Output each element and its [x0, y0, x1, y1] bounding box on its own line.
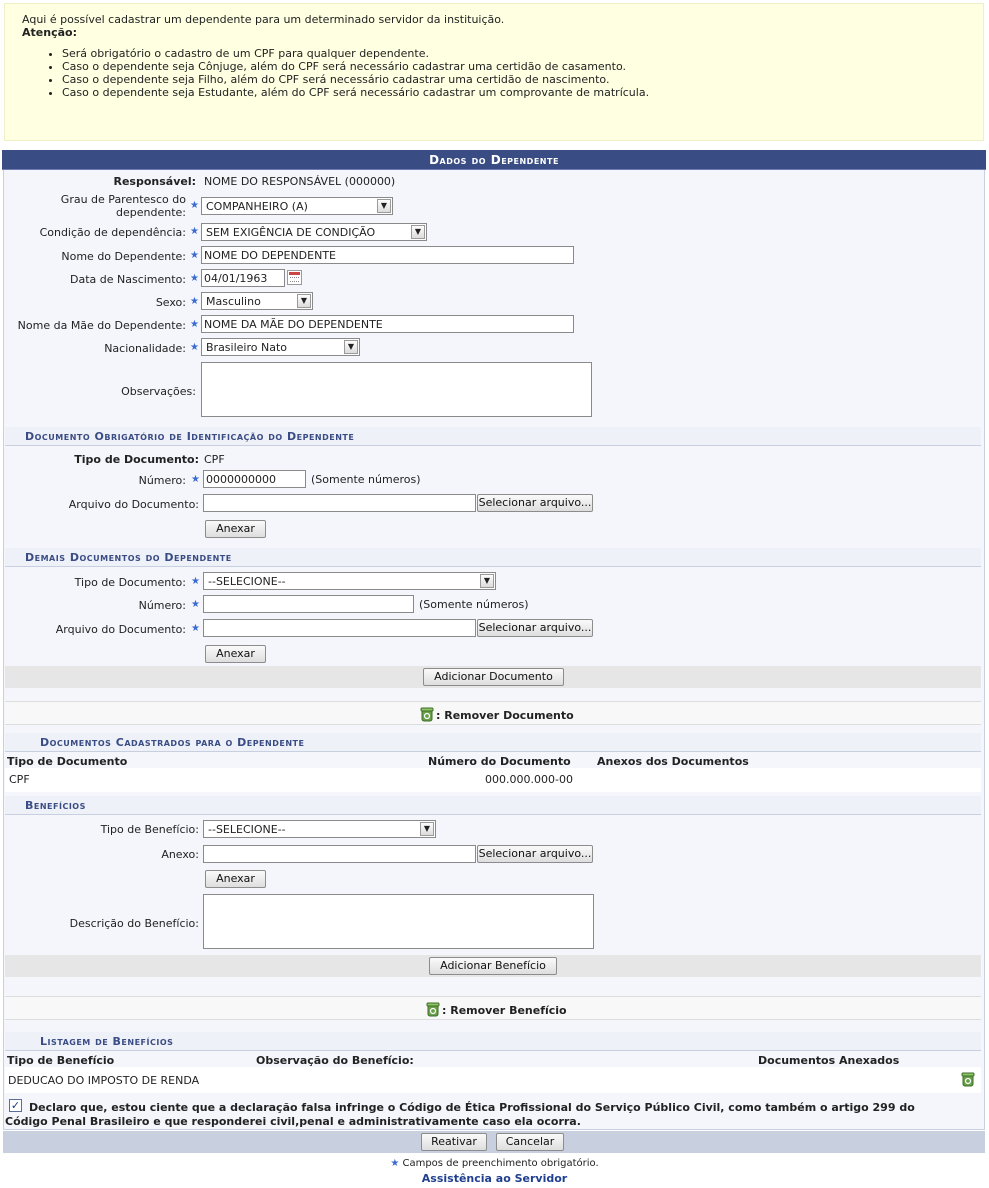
responsavel-label: Responsável:	[113, 175, 196, 188]
remover-documento-legend: : Remover Documento	[436, 709, 574, 722]
reativar-button[interactable]: Reativar	[421, 1133, 487, 1151]
anexar-button[interactable]: Anexar	[205, 645, 266, 663]
beneficio-anexo-input[interactable]	[203, 845, 476, 863]
condicao-label: Condição de dependência:	[39, 226, 186, 239]
col-numero-documento: Número do Documento	[428, 755, 571, 768]
demais-tipo-select[interactable]: --SELECIONE-- ▼	[203, 572, 496, 590]
chevron-down-icon: ▼	[377, 199, 391, 213]
trash-icon	[425, 1001, 441, 1020]
info-bullet: • Caso o dependente seja Estudante, além do CPF será necessário cadastrar um comprovante de matrícula.	[62, 86, 983, 99]
info-bullets	[22, 47, 983, 99]
doc-numero-input[interactable]: 0000000000	[203, 470, 306, 488]
required-star-icon: ★	[191, 623, 200, 634]
nacionalidade-label: Nacionalidade:	[104, 342, 186, 355]
nome-label: Nome do Dependente:	[61, 250, 186, 263]
required-star-icon: ★	[190, 226, 199, 237]
col-tipo-beneficio: Tipo de Benefício	[7, 1054, 115, 1067]
responsavel-value: NOME DO RESPONSÁVEL (000000)	[204, 175, 396, 188]
anexar-button[interactable]: Anexar	[205, 520, 266, 538]
row-tipo: CPF	[9, 773, 30, 786]
doc-arquivo-input[interactable]	[203, 494, 476, 512]
declaracao-text: Declaro que, estou ciente que a declaração falsa infringe o Código de Ética Profissional do Serviço Público Civil, como também o artigo 299 do Código Penal Brasileiro e que responderei civil,penal e administrativamente caso ela ocorra.	[5, 1101, 915, 1128]
cancelar-button[interactable]: Cancelar	[496, 1133, 564, 1151]
required-star-icon: ★	[190, 200, 199, 211]
nacionalidade-select[interactable]: Brasileiro Nato ▼	[201, 338, 360, 356]
doc-tipo-value: CPF	[204, 453, 225, 466]
chevron-down-icon: ▼	[411, 225, 425, 239]
row-numero: 000.000.000-00	[485, 773, 573, 786]
anexar-button[interactable]: Anexar	[205, 870, 266, 888]
sexo-label: Sexo:	[155, 296, 186, 309]
beneficio-tipo-select[interactable]: --SELECIONE-- ▼	[203, 820, 436, 838]
doc-tipo-label: Tipo de Documento:	[74, 453, 199, 466]
assistencia-link[interactable]: Assistência ao Servidor	[421, 1172, 568, 1185]
required-fields-note: ★ Campos de preenchimento obrigatório.	[390, 1158, 599, 1169]
chevron-down-icon: ▼	[344, 340, 358, 354]
info-bullet: • Caso o dependente seja Cônjuge, além do CPF será necessário cadastrar uma certidão de casamento.	[62, 60, 983, 73]
trash-icon[interactable]	[960, 1071, 976, 1090]
observacoes-label: Observações:	[121, 385, 196, 398]
mae-label: Nome da Mãe do Dependente:	[17, 319, 186, 332]
required-star-icon: ★	[190, 319, 199, 330]
demais-numero-hint: (Somente números)	[419, 598, 529, 611]
docs-cadastrados-header: Documentos Cadastrados para o Dependente	[5, 733, 981, 752]
chevron-down-icon: ▼	[297, 294, 311, 308]
info-box	[4, 3, 984, 141]
required-star-icon: ★	[190, 273, 199, 284]
demais-docs-header: Demais Documentos do Dependente	[5, 548, 981, 567]
required-star-icon: ★	[191, 576, 200, 587]
doc-numero-label: Número:	[138, 474, 186, 487]
info-bullet: • Caso o dependente seja Filho, além do CPF será necessário cadastrar uma certidão de nascimento.	[62, 73, 983, 86]
select-file-button[interactable]: Selecionar arquivo...	[477, 494, 593, 512]
required-star-icon: ★	[191, 474, 200, 485]
col-documentos-anexados: Documentos Anexados	[758, 1054, 900, 1067]
col-anexos-documentos: Anexos dos Documentos	[597, 755, 749, 768]
beneficio-descricao-textarea[interactable]	[203, 894, 594, 949]
sexo-select[interactable]: Masculino ▼	[201, 292, 313, 310]
trash-icon	[419, 706, 435, 725]
required-star-icon: ★	[190, 296, 199, 307]
demais-arquivo-label: Arquivo do Documento:	[55, 623, 186, 636]
chevron-down-icon: ▼	[480, 574, 494, 588]
demais-tipo-label: Tipo de Documento:	[74, 576, 186, 589]
required-star-icon: ★	[390, 1158, 400, 1169]
nome-input[interactable]: NOME DO DEPENDENTE	[201, 246, 574, 264]
demais-numero-label: Número:	[138, 599, 186, 612]
row-tipo-beneficio: DEDUCAO DO IMPOSTO DE RENDA	[8, 1074, 200, 1087]
col-tipo-documento: Tipo de Documento	[7, 755, 128, 768]
remover-beneficio-legend: : Remover Benefício	[442, 1004, 567, 1017]
info-intro: Aqui é possível cadastrar um dependente para um determinado servidor da instituição.	[22, 13, 505, 26]
beneficio-anexo-label: Anexo:	[161, 848, 199, 861]
form-title: Dados do Dependente	[2, 150, 986, 170]
condicao-select[interactable]: SEM EXIGÊNCIA DE CONDIÇÃO ▼	[201, 223, 427, 241]
adicionar-documento-button[interactable]: Adicionar Documento	[423, 668, 564, 686]
calendar-icon[interactable]	[287, 270, 302, 285]
nascimento-label: Data de Nascimento:	[69, 273, 186, 286]
doc-numero-hint: (Somente números)	[311, 473, 421, 486]
declaracao-checkbox[interactable]: ✓	[10, 1099, 21, 1112]
adicionar-beneficio-button[interactable]: Adicionar Benefício	[429, 957, 557, 975]
col-observacao-beneficio: Observação do Benefício:	[256, 1054, 414, 1067]
demais-arquivo-input[interactable]	[203, 619, 476, 637]
required-star-icon: ★	[190, 342, 199, 353]
mae-input[interactable]: NOME DA MÃE DO DEPENDENTE	[201, 315, 574, 333]
beneficios-header: Benefícios	[5, 796, 981, 815]
chevron-down-icon: ▼	[420, 822, 434, 836]
beneficio-descricao-label: Descrição do Benefício:	[69, 917, 199, 930]
observacoes-textarea[interactable]	[201, 362, 592, 417]
info-attention: Atenção:	[22, 26, 77, 39]
beneficio-tipo-label: Tipo de Benefício:	[100, 823, 199, 836]
select-file-button[interactable]: Selecionar arquivo...	[477, 619, 593, 637]
demais-numero-input[interactable]	[203, 595, 414, 613]
actions-bar	[3, 1131, 985, 1153]
doc-arquivo-label: Arquivo do Documento:	[68, 498, 199, 511]
grau-label: Grau de Parentesco do dependente:	[60, 193, 186, 219]
info-bullet: • Será obrigatório o cadastro de um CPF para qualquer dependente.	[62, 47, 983, 60]
doc-obrigatorio-header: Documento Obrigatório de Identificação do Dependente	[5, 427, 981, 446]
select-file-button[interactable]: Selecionar arquivo...	[477, 845, 593, 863]
required-star-icon: ★	[191, 599, 200, 610]
grau-select[interactable]: COMPANHEIRO (A) ▼	[201, 197, 393, 215]
nascimento-input[interactable]: 04/01/1963	[201, 269, 285, 287]
listagem-header: Listagem de Benefícios	[5, 1032, 981, 1051]
required-star-icon: ★	[190, 250, 199, 261]
